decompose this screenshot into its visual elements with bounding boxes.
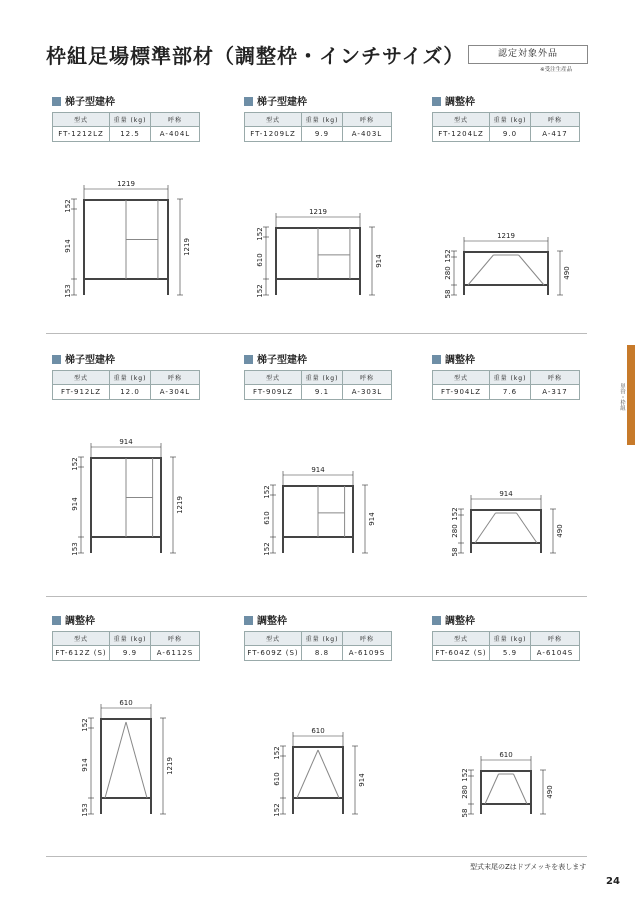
spec-header-cell: 呼称: [343, 632, 392, 646]
mid-segment-label: 610: [263, 511, 271, 525]
section-marker-icon: [52, 616, 61, 625]
row-divider: [46, 333, 587, 334]
mid-segment-label: 914: [71, 497, 79, 511]
height-label: 1219: [166, 757, 174, 775]
spec-code-cell: A-317: [531, 385, 580, 400]
bottom-segment-label: 58: [451, 547, 459, 557]
spec-header-cell: 型式: [245, 632, 302, 646]
spec-header-cell: 型式: [53, 113, 110, 127]
frame-brace: [475, 513, 496, 543]
spec-header-cell: 型式: [433, 632, 490, 646]
spec-header-cell: 重量 (kg): [110, 632, 151, 646]
spec-model-cell: FT-1212LZ: [53, 127, 110, 142]
spec-header-cell: 型式: [245, 371, 302, 385]
section-heading: [432, 93, 475, 108]
frame-drawing: [44, 692, 194, 832]
spec-header-cell: 型式: [433, 113, 490, 127]
frame-brace: [485, 774, 499, 804]
made-to-order-note: ※受注生産品: [540, 67, 573, 73]
frame-drawing: [44, 431, 194, 571]
mid-segment-label: 610: [273, 772, 281, 786]
width-label: 914: [499, 490, 513, 498]
page-number: 24: [606, 876, 620, 887]
width-label: 1219: [497, 232, 515, 240]
section-title: 調整枠: [65, 616, 95, 627]
spec-table: [432, 631, 580, 661]
frame-brace: [517, 513, 538, 543]
spec-header-cell: 呼称: [531, 113, 580, 127]
spec-code-cell: A-404L: [151, 127, 200, 142]
spec-header-cell: 重量 (kg): [490, 632, 531, 646]
top-segment-label: 152: [263, 485, 271, 499]
spec-header-cell: 型式: [53, 632, 110, 646]
spec-header-cell: 呼称: [151, 632, 200, 646]
spec-weight-cell: 7.6: [490, 385, 531, 400]
spec-code-cell: A-6112S: [151, 646, 200, 661]
spec-table: [52, 631, 200, 661]
mid-segment-label: 280: [461, 785, 469, 799]
row-divider: [46, 596, 587, 597]
section-title: 調整枠: [445, 616, 475, 627]
frame-brace: [297, 750, 318, 798]
section-marker-icon: [52, 355, 61, 364]
spec-model-cell: FT-612Z (S): [53, 646, 110, 661]
section-heading: [244, 351, 307, 366]
top-segment-label: 152: [461, 768, 469, 782]
section-title: 調整枠: [445, 355, 475, 366]
spec-table: [52, 370, 200, 400]
width-label: 1219: [117, 180, 135, 188]
spec-header-cell: 呼称: [151, 371, 200, 385]
bottom-segment-label: 58: [444, 289, 452, 299]
section-marker-icon: [52, 97, 61, 106]
spec-weight-cell: 9.1: [302, 385, 343, 400]
bottom-segment-label: 153: [81, 803, 89, 817]
frame-brace: [468, 255, 493, 285]
spec-header-cell: 重量 (kg): [302, 371, 343, 385]
mid-segment-label: 280: [444, 266, 452, 280]
width-label: 914: [119, 438, 133, 446]
section-title: 調整枠: [257, 616, 287, 627]
section-marker-icon: [244, 616, 253, 625]
top-segment-label: 152: [273, 746, 281, 760]
height-label: 1219: [183, 238, 191, 256]
mid-segment-label: 280: [451, 524, 459, 538]
mid-segment-label: 914: [64, 239, 72, 253]
top-segment-label: 152: [81, 718, 89, 732]
spec-header-cell: 呼称: [343, 113, 392, 127]
frame-drawing: [424, 431, 574, 571]
width-label: 610: [311, 727, 325, 735]
spec-code-cell: A-6109S: [343, 646, 392, 661]
mid-segment-label: 914: [81, 758, 89, 772]
spec-code-cell: A-417: [531, 127, 580, 142]
side-tab-label: 単管・枠組: [619, 383, 625, 411]
spec-header-cell: 呼称: [531, 632, 580, 646]
spec-header-cell: 呼称: [151, 113, 200, 127]
spec-code-cell: A-403L: [343, 127, 392, 142]
spec-weight-cell: 9.0: [490, 127, 531, 142]
bottom-segment-label: 152: [256, 284, 264, 298]
spec-header-cell: 重量 (kg): [110, 113, 151, 127]
section-title: 調整枠: [445, 97, 475, 108]
footer-note: 型式末尾のZはドブメッキを表します: [470, 863, 587, 871]
height-label: 914: [375, 254, 383, 268]
section-marker-icon: [432, 355, 441, 364]
bottom-segment-label: 152: [273, 803, 281, 817]
section-heading: [432, 351, 475, 366]
row-divider: [46, 856, 587, 857]
spec-weight-cell: 9.9: [110, 646, 151, 661]
frame-drawing: [236, 692, 386, 832]
spec-model-cell: FT-1209LZ: [245, 127, 302, 142]
section-marker-icon: [244, 355, 253, 364]
height-label: 914: [368, 512, 376, 526]
section-side-tab: [627, 345, 635, 445]
height-label: 1219: [176, 496, 184, 514]
section-heading: [244, 612, 287, 627]
frame-drawing: [424, 692, 574, 832]
spec-table: [432, 112, 580, 142]
top-segment-label: 152: [444, 249, 452, 263]
height-label: 914: [358, 773, 366, 787]
spec-header-cell: 呼称: [343, 371, 392, 385]
width-label: 610: [119, 699, 133, 707]
frame-brace: [519, 255, 544, 285]
spec-model-cell: FT-604Z (S): [433, 646, 490, 661]
spec-header-cell: 型式: [433, 371, 490, 385]
spec-model-cell: FT-609Z (S): [245, 646, 302, 661]
section-title: 梯子型建枠: [65, 97, 115, 108]
spec-model-cell: FT-1204LZ: [433, 127, 490, 142]
spec-header-cell: 呼称: [531, 371, 580, 385]
width-label: 1219: [309, 208, 327, 216]
spec-code-cell: A-6104S: [531, 646, 580, 661]
top-segment-label: 152: [71, 457, 79, 471]
spec-model-cell: FT-904LZ: [433, 385, 490, 400]
section-marker-icon: [432, 616, 441, 625]
frame-drawing: [236, 173, 386, 313]
width-label: 914: [311, 466, 325, 474]
section-heading: [52, 351, 115, 366]
section-title: 梯子型建枠: [257, 97, 307, 108]
height-label: 490: [546, 785, 554, 799]
section-marker-icon: [432, 97, 441, 106]
spec-weight-cell: 12.5: [110, 127, 151, 142]
height-label: 490: [563, 266, 571, 280]
spec-table: [52, 112, 200, 142]
spec-header-cell: 重量 (kg): [302, 113, 343, 127]
mid-segment-label: 610: [256, 253, 264, 267]
spec-header-cell: 重量 (kg): [110, 371, 151, 385]
top-segment-label: 152: [451, 507, 459, 521]
spec-table: [244, 112, 392, 142]
spec-model-cell: FT-909LZ: [245, 385, 302, 400]
spec-weight-cell: 8.8: [302, 646, 343, 661]
spec-code-cell: A-304L: [151, 385, 200, 400]
section-heading: [432, 612, 475, 627]
section-heading: [52, 93, 115, 108]
frame-brace: [318, 750, 339, 798]
spec-header-cell: 型式: [53, 371, 110, 385]
spec-weight-cell: 9.9: [302, 127, 343, 142]
height-label: 490: [556, 524, 564, 538]
spec-header-cell: 型式: [245, 113, 302, 127]
frame-brace: [105, 722, 126, 798]
frame-drawing: [44, 173, 194, 313]
spec-code-cell: A-303L: [343, 385, 392, 400]
section-heading: [244, 93, 307, 108]
top-segment-label: 152: [64, 199, 72, 213]
frame-drawing: [236, 431, 386, 571]
top-segment-label: 152: [256, 227, 264, 241]
width-label: 610: [499, 751, 513, 759]
section-heading: [52, 612, 95, 627]
spec-table: [244, 631, 392, 661]
frame-drawing: [424, 173, 574, 313]
section-title: 梯子型建枠: [257, 355, 307, 366]
page-title: 枠組足場標準部材（調整枠・インチサイズ）: [46, 44, 465, 68]
bottom-segment-label: 152: [263, 542, 271, 556]
spec-model-cell: FT-912LZ: [53, 385, 110, 400]
spec-weight-cell: 12.0: [110, 385, 151, 400]
section-title: 梯子型建枠: [65, 355, 115, 366]
spec-weight-cell: 5.9: [490, 646, 531, 661]
spec-table: [432, 370, 580, 400]
spec-header-cell: 重量 (kg): [490, 113, 531, 127]
spec-header-cell: 重量 (kg): [302, 632, 343, 646]
bottom-segment-label: 58: [461, 808, 469, 818]
spec-header-cell: 重量 (kg): [490, 371, 531, 385]
bottom-segment-label: 153: [71, 542, 79, 556]
spec-table: [244, 370, 392, 400]
section-marker-icon: [244, 97, 253, 106]
certification-label: 認定対象外品: [468, 45, 588, 64]
frame-brace: [126, 722, 147, 798]
frame-brace: [514, 774, 528, 804]
bottom-segment-label: 153: [64, 284, 72, 298]
